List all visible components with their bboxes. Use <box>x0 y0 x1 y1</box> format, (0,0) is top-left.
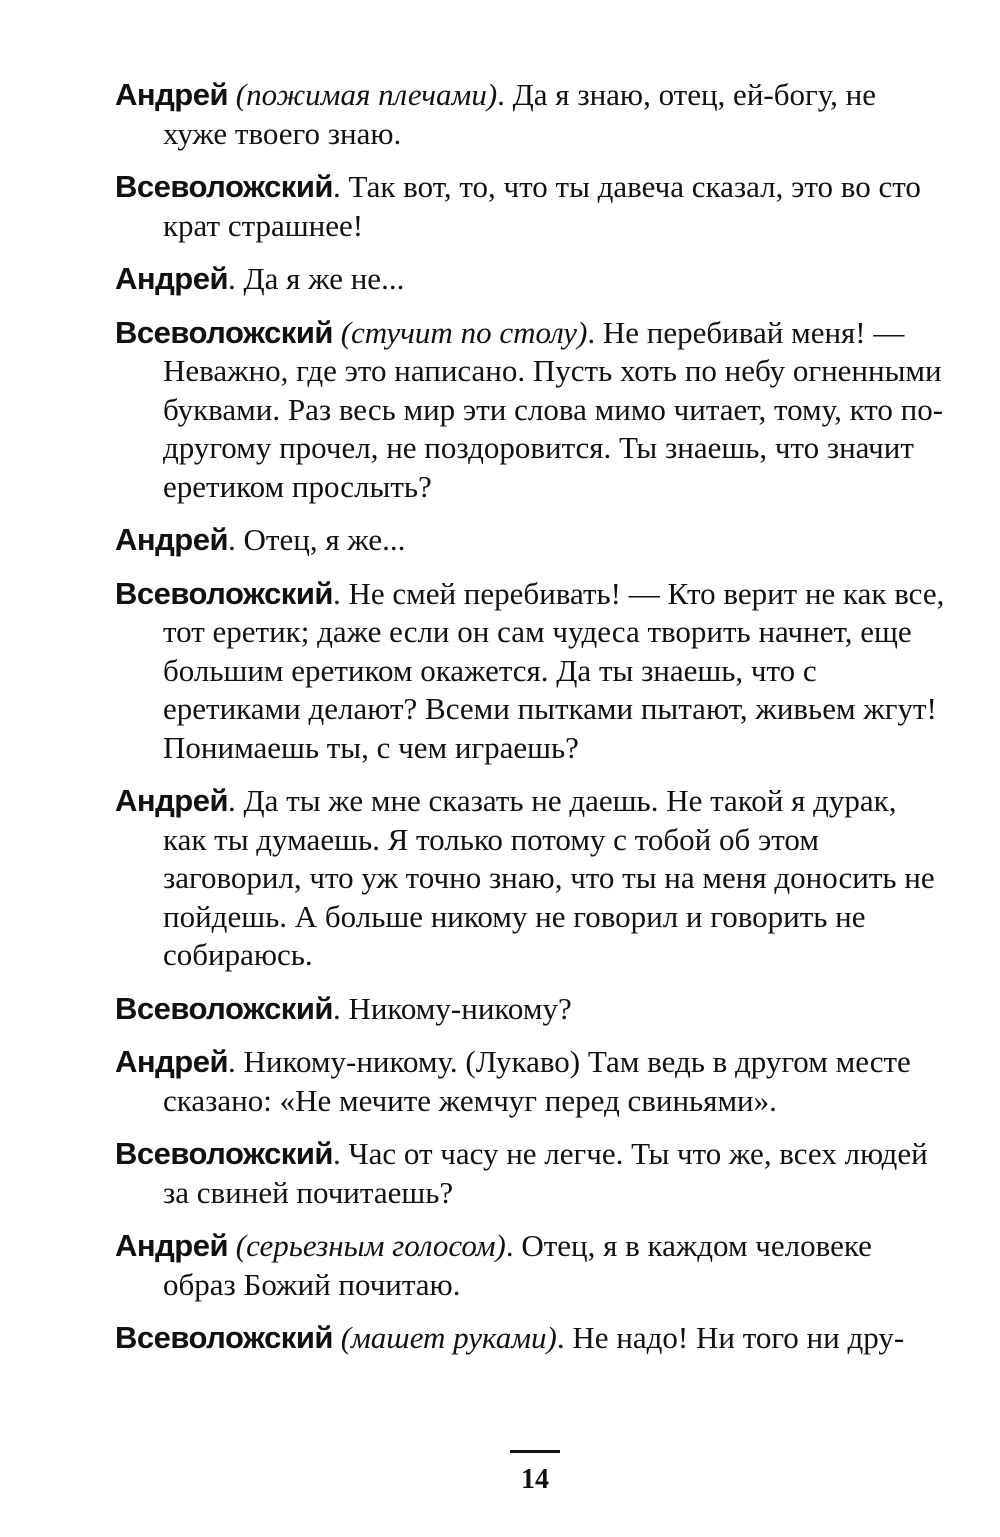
stage-direction: (стучит по столу) <box>340 314 588 350</box>
dialogue-line <box>115 1043 945 1120</box>
dialogue-line <box>115 1135 945 1212</box>
speaker-name: Андрей <box>115 783 229 818</box>
dialogue-line <box>115 260 945 299</box>
line-text: . Не перебивай меня! — Неважно, где это написано. Пусть хоть по небу огненными буквами. Раз весь мир эти слова мимо читает, тому, кто по-другому прочел, не поздоровится. Ты знаешь, что значит еретиком прослыть? <box>163 314 944 504</box>
dialogue-line <box>115 1319 945 1358</box>
stage-direction: (пожимая плечами) <box>235 77 498 112</box>
line-text: . Никому-никому. (Лукаво) Там ведь в другом месте сказано: «Не мечите жемчуг перед свиньями». <box>163 1044 911 1118</box>
speaker-name: Андрей <box>115 1228 229 1263</box>
speaker-name: Всеволожский <box>115 990 333 1026</box>
line-text: . Не надо! Ни того ни дру- <box>556 1320 905 1355</box>
dialogue-line <box>115 76 945 153</box>
line-text: . Никому-никому? <box>332 990 572 1026</box>
speaker-name: Всеволожский <box>115 169 333 204</box>
line-text: . Не смей перебивать! — Кто верит не как все, тот еретик; даже если он сам чудеса творить начнет, еще большим еретиком окажется. Да ты знаешь, что с еретиками делают? Всеми пытками пытают, живьем жгут! Понимаешь ты, с чем играешь? <box>163 575 945 765</box>
folio-rule <box>510 1450 560 1453</box>
speaker-name: Всеволожский <box>115 1320 333 1355</box>
speaker-name: Андрей <box>115 77 229 112</box>
dialogue-line <box>115 575 945 768</box>
line-text: . Да ты же мне сказать не даешь. Не такой я дурак, как ты думаешь. Я только потому с тобой об этом заговорил, что уж точно знаю, что ты на меня доносить не пойдешь. А больше никому не говорил и говорить не собираюсь. <box>163 783 935 972</box>
line-text: . Да я же не... <box>228 261 405 296</box>
speaker-name: Андрей <box>115 522 229 557</box>
dialogue-line <box>115 314 945 507</box>
page-number: 14 <box>521 1464 549 1495</box>
speaker-name: Всеволожский <box>115 1136 333 1171</box>
stage-direction: (машет руками) <box>340 1320 557 1355</box>
speaker-name: Андрей <box>115 1044 229 1079</box>
dialogue-line <box>115 990 945 1029</box>
dialogue-line <box>115 782 945 975</box>
line-text: . Да я знаю, отец, ей-богу, не хуже твоего знаю. <box>163 77 876 151</box>
dialogue-line <box>115 521 945 560</box>
speaker-name: Всеволожский <box>115 575 333 611</box>
line-text: . Так вот, то, что ты давеча сказал, это во сто крат страшнее! <box>163 169 921 243</box>
dialogue-line <box>115 168 945 245</box>
dialogue-line <box>115 1227 945 1304</box>
speaker-name: Всеволожский <box>115 314 333 350</box>
line-text: . Отец, я в каждом человеке образ Божий почитаю. <box>163 1228 872 1302</box>
line-text: . Отец, я же... <box>228 522 406 557</box>
dialogue-text <box>115 76 945 1373</box>
line-text: . Час от часу не легче. Ты что же, всех людей за свиней почитаешь? <box>163 1136 928 1210</box>
speaker-name: Андрей <box>115 261 229 296</box>
stage-direction: (серьезным голосом) <box>235 1228 506 1263</box>
